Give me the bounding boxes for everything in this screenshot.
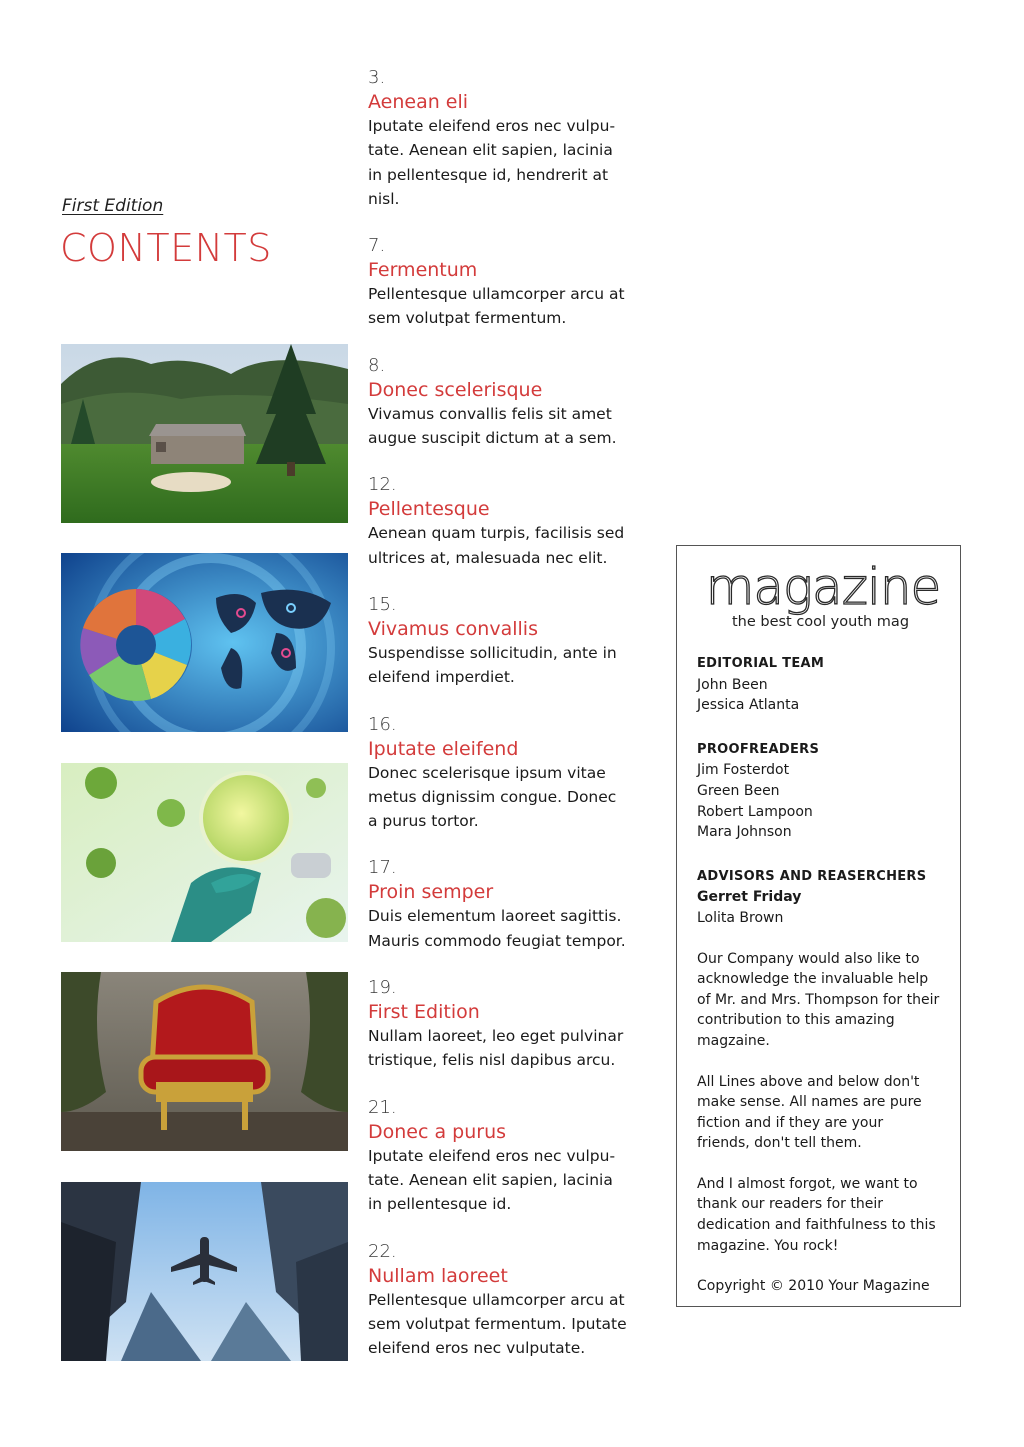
toc-entry[interactable] [368,234,630,331]
svg-text:magazine: magazine [705,564,941,616]
toc-description: Pellentesque ullamcorper arcu at sem volutpat fermentum. Iputate eleifend eros nec vulputate. [368,1290,627,1358]
barn-landscape-photo [61,344,348,523]
world-map-chart-photo [61,553,348,732]
credit-name: Green Been [697,782,780,799]
toc-page-number: 7. [368,235,386,257]
toc-entry[interactable] [368,354,630,451]
toc-title[interactable]: Fermentum [368,259,478,282]
toc-entry[interactable] [368,593,630,690]
toc-description: Pellentesque ullamcorper arcu at sem volutpat fermentum. [368,285,625,328]
red-armchair-photo [61,972,348,1151]
acknowledgement-text: Our Company would also like to acknowledge the invaluable help of Mr. and Mrs. Thompson for their contribution to this amazing magzaine. [697,950,940,1049]
toc-description: Suspendisse sollicitudin, ante in eleifend imperdiet. [368,643,617,687]
toc-page-number: 22. [368,1240,397,1262]
toc-page-number: 19. [368,977,397,999]
toc-entry[interactable] [368,1096,630,1217]
toc-entry[interactable] [368,66,630,211]
toc-title[interactable]: Proin semper [368,881,494,904]
credit-name: Robert Lampoon [697,803,813,820]
toc-entry[interactable] [368,1240,630,1361]
toc-title[interactable]: First Edition [368,1001,480,1024]
proofreaders-section [697,740,940,843]
contents-title: CONTENTS [60,226,272,270]
skyscrapers-airplane-photo [61,1182,348,1361]
toc-page-number: 21. [368,1096,397,1118]
toc-description: Iputate eleifend eros nec vulpu-tate. Aenean elit sapien, lacinia in pellentesque id, hendrerit at nisl. [368,117,616,208]
toc-description: Donec scelerisque ipsum vitae metus dignissim congue. Donec a purus tortor. [368,763,617,831]
toc-entry[interactable] [368,976,630,1073]
section-heading: ADVISORS AND REASERCHERS [697,868,927,884]
toc-description: Vivamus convallis felis sit amet augue suscipit dictum at a sem. [368,404,617,448]
toc-title[interactable]: Vivamus convallis [368,617,538,640]
toc-description: Duis elementum laoreet sagittis. Mauris commodo feugiat tempor. [368,907,626,950]
toc-title[interactable]: Iputate eleifend [368,737,519,760]
disclaimer-text: All Lines above and below don't make sense. All names are pure fiction and if they are your friends, don't tell them. [697,1073,922,1152]
toc-page-number: 16. [368,713,397,735]
virus-lab-photo [61,763,348,942]
advisors-section [697,867,940,929]
credit-name: Jim Fosterdot [697,762,790,779]
toc-page-number: 12. [368,474,397,496]
magazine-tagline: the best cool youth mag [731,614,910,630]
credit-name: Mara Johnson [697,824,792,841]
toc-title[interactable]: Pellentesque [368,498,490,521]
edition-label: First Edition [62,196,164,216]
toc-title[interactable]: Nullam laoreet [368,1264,508,1287]
toc-description: Aenean quam turpis, facilisis sed ultrices at, malesuada nec elit. [368,524,625,567]
credit-name: John Been [697,676,768,693]
thanks-text: And I almost forgot, we want to thank our readers for their dedication and faithfulness to this magazine. You rock! [697,1175,936,1254]
toc-page-number: 8. [368,354,386,376]
toc-title[interactable]: Donec a purus [368,1120,507,1143]
toc-page-number: 3. [368,67,386,88]
copyright-text: Copyright © 2010 Your Magazine [697,1278,930,1295]
credits-box [676,545,961,1307]
toc-title[interactable]: Aenean eli [368,91,469,113]
credit-name: Lolita Brown [697,909,784,926]
toc-page-number: 15. [368,593,397,615]
section-heading: PROOFREADERS [697,741,820,757]
magazine-logo [701,564,940,616]
toc-description: Nullam laoreet, leo eget pulvinar tristique, felis nisl dapibus arcu. [368,1027,624,1070]
toc-entry[interactable] [368,713,630,834]
table-of-contents [368,66,630,1383]
credit-name: Gerret Friday [697,889,802,906]
toc-description: Iputate eleifend eros nec vulpu-tate. Aenean elit sapien, lacinia in pellentesque id. [368,1146,616,1214]
section-heading: EDITORIAL TEAM [697,656,825,671]
editorial-team-section [697,654,940,716]
toc-page-number: 17. [368,857,397,879]
toc-entry[interactable] [368,856,630,953]
toc-entry[interactable] [368,473,630,570]
credit-name: Jessica Atlanta [697,697,800,714]
toc-title[interactable]: Donec scelerisque [368,378,543,401]
magazine-logo-icon [701,564,945,616]
